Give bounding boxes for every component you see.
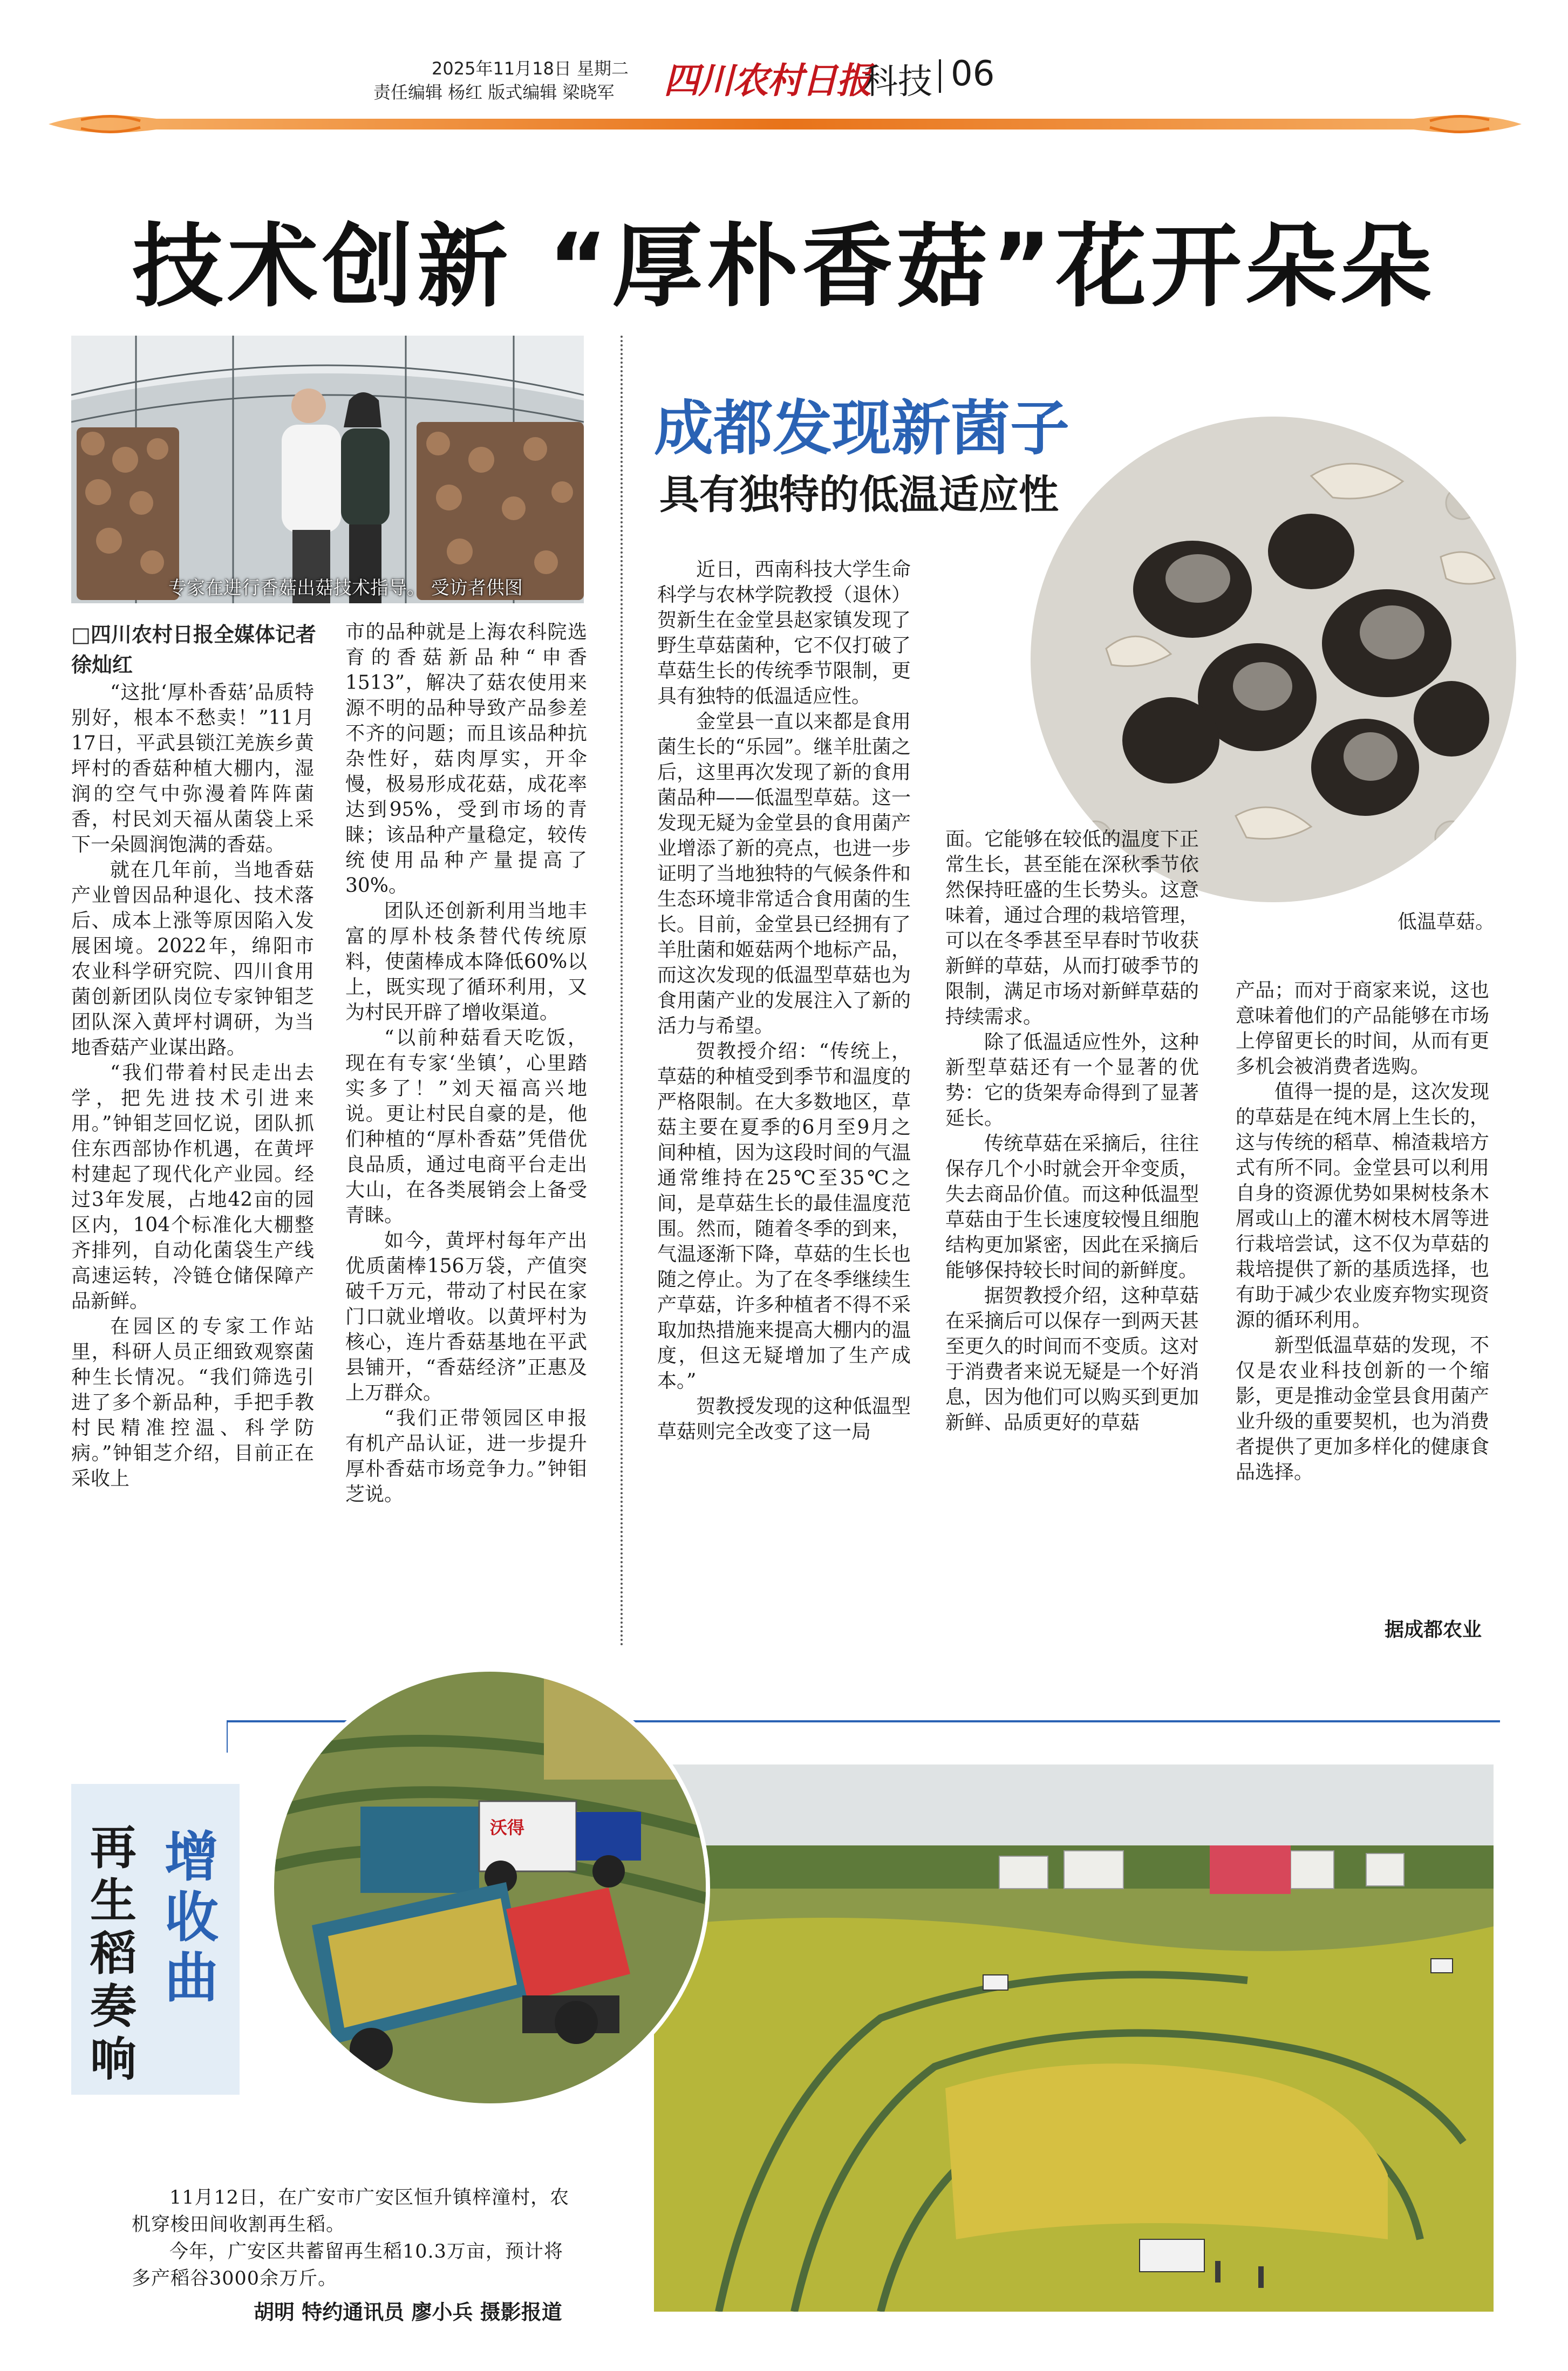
article1-col1-para: “我们带着村民走出去学，把先进技术引进来用。”钟钼芝回忆说，团队抓住东西部协作机遇，在黄坪村建起了现代化产业园。经过3年发展，占地42亩的园区内，104个标准化大棚整齐排列，自动化菌袋生产线高速运转，冷链仓储保障产品新鲜。 [71,1062,314,1312]
mushroom-greenhouse-photo [71,336,584,603]
article1-col2-para: “以前种菇看天吃饭，现在有专家‘坐镇’，心里踏实多了！”刘天福高兴地说。更让村民自豪的是，他们种植的“厚朴香菇”凭借优良品质，通过电商平台走出大山，在各类展销会上备受青睐。 [345,1027,587,1227]
article1-col2-para: 市的品种就是上海农科院选育的香菇新品种“申香1513”，解决了菇农使用来源不明的品种导致产品参差不齐的问题；而且该品种抗杂性好，菇肉厚实，开伞慢，极易形成花菇，成花率达到95%，受到市场的青睐；该品种产量稳定，较传统使用品种产量提高了30%。 [345,621,587,897]
bottom-caption-para: 今年，广安区共蓄留再生稻10.3万亩，预计将多产稻谷3000余万斤。 [132,2241,563,2290]
page-number: 06 [951,54,995,94]
article2-col2-para: 面。它能够在较低的温度下正常生长，甚至能在深秋季节依然保持旺盛的生长势头。这意味着，通过合理的栽培管理，可以在冬季甚至早春时节收获新鲜的草菇，从而打破季节的限制，满足市场对新鲜草菇的持续需求。 [945,828,1199,1028]
article2-col2-para: 除了低温适应性外，这种新型草菇还有一个显著的优势：它的货架寿命得到了显著延长。 [945,1031,1199,1129]
harvester-photo [270,1667,710,2108]
article2-source: 据成都农业 [1385,1619,1482,1641]
harvester-brand: 沃得 [490,1817,525,1838]
article2-col3 [1236,978,1489,1485]
article2-col1 [657,557,911,1445]
bottom-title-main: 增收曲 [165,1825,219,2009]
issue-date: 2025年11月18日 星期二 [432,58,629,79]
bottom-title-sub: 再生稻奏响 [90,1821,137,2087]
article2-col3-para: 值得一提的是，这次发现的草菇是在纯木屑上生长的，这与传统的稻草、棉渣栽培方式有所不同。金堂县可以利用自身的资源优势如果树枝条木屑或山上的灌木树枝木屑等进行栽培尝试，这不仅为草菇的栽培提供了新的基质选择，也有助于减少农业废弃物实现资源的循环利用。 [1236,1081,1489,1331]
article1-col2-para: 如今，黄坪村每年产出优质菌棒156万袋，产值突破千万元，带动了村民在家门口就业增收。以黄坪村为核心，连片香菇基地在平武县铺开，“香菇经济”正惠及上万群众。 [345,1230,587,1404]
masthead-orange-rule [49,108,1522,140]
article2-col2 [945,827,1199,1435]
article2-col2-para: 据贺教授介绍，这种草菇在采摘后可以保存一到两天甚至更久的时间而不变质。这对于消费者来说无疑是一个好消息，因为他们可以购买到更加新鲜、品质更好的草菇 [945,1285,1199,1434]
bottom-photo-credit: 胡明 特约通讯员 廖小兵 摄影报道 [254,2300,562,2324]
article1-col2-para: “我们正带领园区申报有机产品认证，进一步提升厚朴香菇市场竞争力。”钟钼芝说。 [345,1407,587,1505]
column-separator [621,336,623,1647]
article2-col1-para: 近日，西南科技大学生命科学与农林学院教授（退休）贺新生在金堂县赵家镇发现了野生草菇菌种，它不仅打破了草菇生长的传统季节限制，更具有独特的低温适应性。 [657,558,911,707]
article2-col1-para: 贺教授介绍：“传统上，草菇的种植受到季节和温度的严格限制。在大多数地区，草菇主要在夏季的6月至9月之间种植，因为这段时间的气温通常维持在25℃至35℃之间，是草菇生长的最佳温度范围。然而，随着冬季的到来，气温逐渐下降，草菇的生长也随之停止。为了在冬季继续生产草菇，许多种植者不得不采取加热措施来提高大棚内的温度，但这无疑增加了生产成本。” [657,1040,911,1392]
article2-col1-para: 金堂县一直以来都是食用菌生长的“乐园”。继羊肚菌之后，这里再次发现了新的食用菌品种——低温型草菇。这一发现无疑为金堂县的食用菌产业增添了新的亮点，也进一步证明了当地独特的气候条件和生态环境非常适合食用菌的生长。目前，金堂县已经拥有了羊肚菌和姬菇两个地标产品，而这次发现的低温型草菇也为食用菌产业的发展注入了新的活力与希望。 [657,711,911,1037]
bottom-caption-para: 11月12日，在广安市广安区恒升镇梓潼村，农机穿梭田间收割再生稻。 [132,2187,570,2236]
article2-col3-para: 产品；而对于商家来说，这也意味着他们的产品能够在市场上停留更长的时间，从而有更多机会被消费者选购。 [1236,979,1489,1078]
article1-col1 [71,680,314,1491]
section-divider [939,59,941,93]
article2-col3-para: 新型低温草菇的发现，不仅是农业科技创新的一个缩影，更是推动金堂县食用菌产业升级的重要契机，也为消费者提供了更加多样化的健康食品选择。 [1236,1334,1489,1483]
article1-byline: □四川农村日报全媒体记者 徐灿红 [71,623,316,677]
article1-col1-para: 在园区的专家工作站里，科研人员正细致观察菌种生长情况。“我们筛选引进了多个新品种，手把手教村民精准控温、科学防病。”钟钼芝介绍，目前正在采收上 [71,1316,314,1490]
article1-col1-para: 就在几年前，当地香菇产业曾因品种退化、技术落后、成本上涨等原因陷入发展困境。2022年，绵阳市农业科学研究院、四川食用菌创新团队岗位专家钟钼芝团队深入黄坪村调研，为当地香菇产业谋出路。 [71,859,314,1059]
article1-col2-para: 团队还创新利用当地丰富的厚朴枝条替代传统原料，使菌棒成本降低60%以上，既实现了循环利用，又为村民开辟了增收渠道。 [345,900,587,1024]
article1-col2 [345,619,587,1507]
article2-title: 成都发现新菌子 [654,394,1069,463]
article2-col1-para: 贺教授发现的这种低温型草菇则完全改变了这一局 [657,1395,911,1443]
straw-mushroom-label: 低温草菇。 [1397,911,1495,933]
editors-line: 责任编辑 杨红 版式编辑 梁晓军 [373,82,615,103]
section-name: 科技 [863,62,932,102]
greenhouse-photo-caption: 专家在进行香菇出菇技术指导。 受访者供图 [168,577,523,599]
article2-col2-para: 传统草菇在采摘后，往往保存几个小时就会开伞变质，失去商品价值。而这种低温型草菇由于生长速度较慢且细胞结构更加紧密，因此在采摘后能够保持较长时间的新鲜度。 [945,1133,1199,1282]
newspaper-logo: 四川农村日报 [664,59,871,101]
article2-subtitle: 具有独特的低温适应性 [659,472,1059,518]
bottom-caption [132,2184,574,2292]
rice-field-aerial-photo [654,1764,1494,2312]
article1-col1-para: “这批‘厚朴香菇’品质特别好，根本不愁卖！”11月17日，平武县锁江羌族乡黄坪村的香菇种植大棚内，湿润的空气中弥漫着阵阵菌香，村民刘天福从菌袋上采下一朵圆润饱满的香菇。 [71,682,314,856]
main-headline: 技术创新 “厚朴香菇”花开朵朵 [132,214,1436,319]
